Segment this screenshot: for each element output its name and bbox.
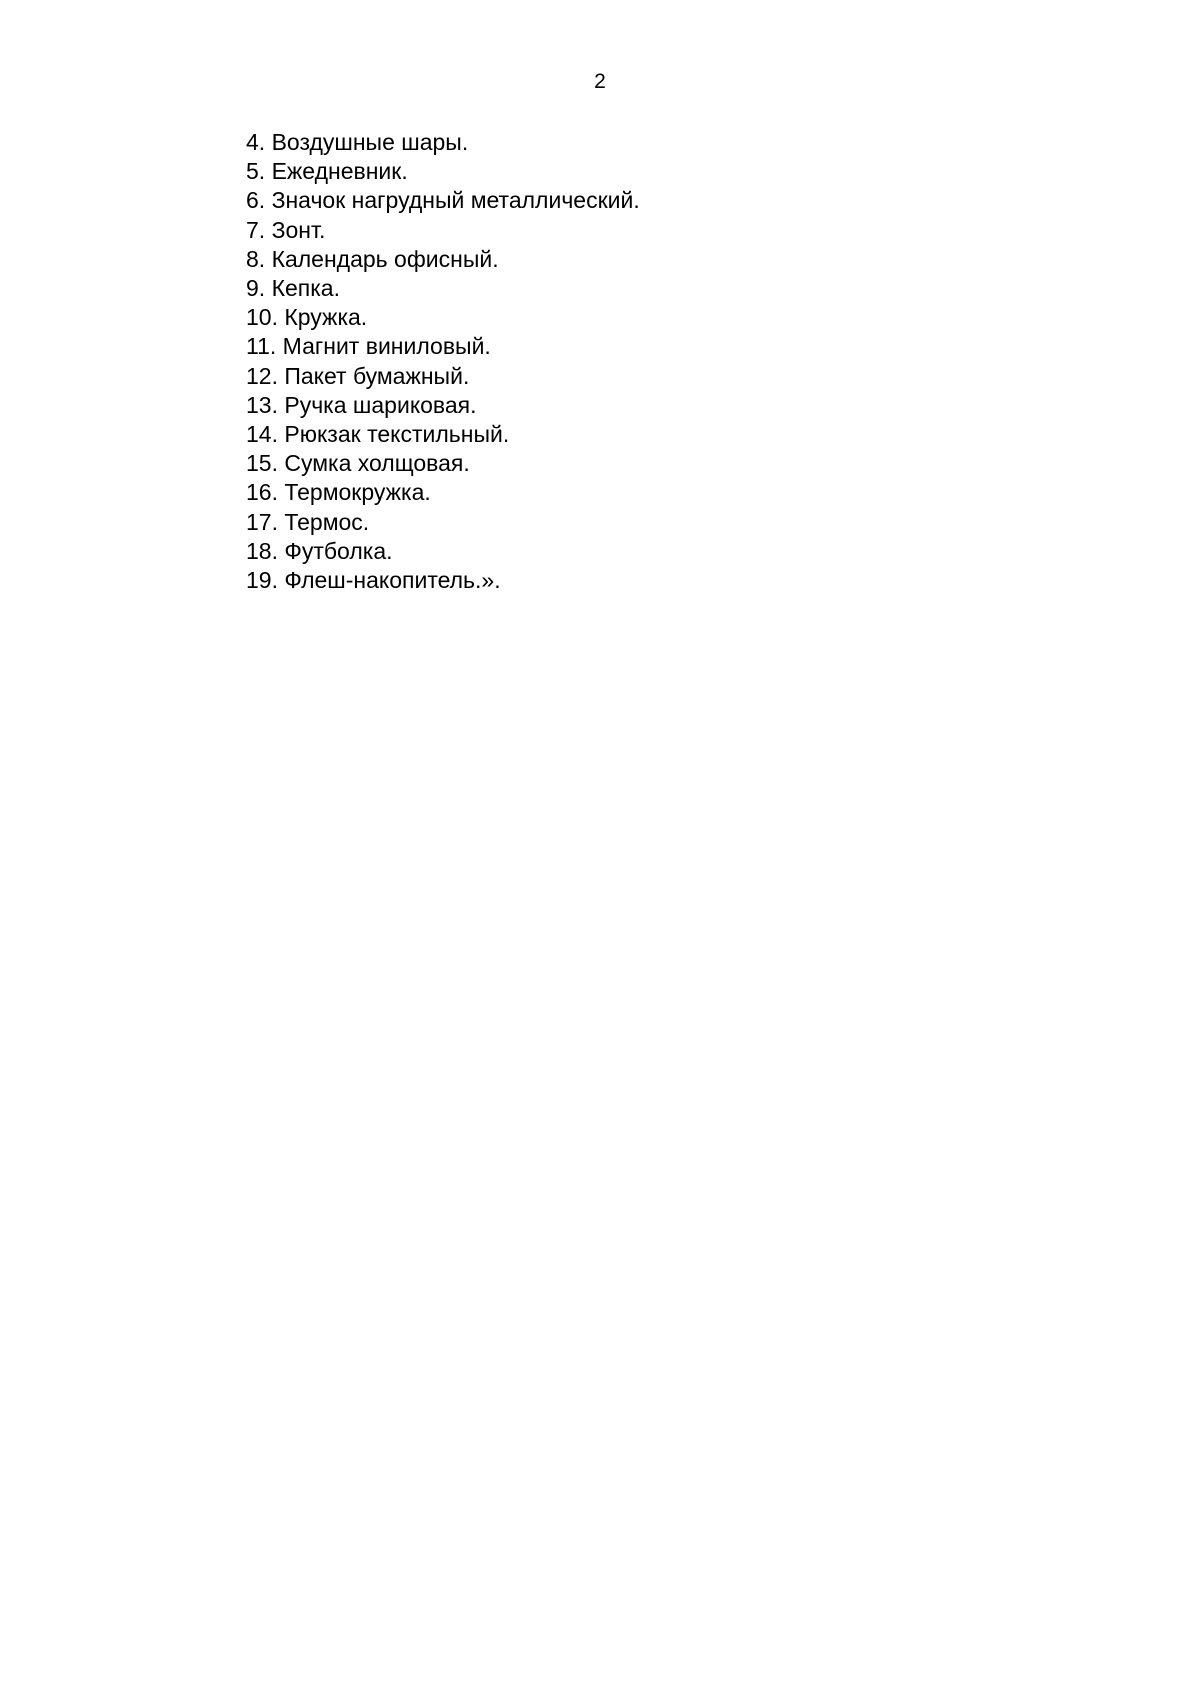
list-item: 15. Сумка холщовая. — [246, 450, 470, 477]
list-item: 13. Ручка шариковая. — [246, 391, 477, 418]
list-item: 6. Значок нагрудный металлический. — [246, 187, 640, 214]
list-item: 16. Термокружка. — [246, 479, 431, 506]
list-item: 17. Термос. — [246, 508, 370, 535]
list-item: 8. Календарь офисный. — [246, 245, 499, 272]
list-item: 5. Ежедневник. — [246, 158, 408, 185]
list-item: 7. Зонт. — [246, 216, 326, 243]
list-item: 12. Пакет бумажный. — [246, 362, 470, 389]
list-item: 4. Воздушные шары. — [246, 129, 469, 155]
page-number: 2 — [594, 70, 606, 93]
list-item: 10. Кружка. — [246, 304, 368, 331]
list-item: 18. Футболка. — [246, 537, 393, 564]
list-item: 11. Магнит виниловый. — [246, 333, 491, 360]
list-item: 14. Рюкзак текстильный. — [246, 421, 510, 448]
item-list — [246, 128, 640, 595]
list-item: 19. Флеш-накопитель.». — [246, 567, 501, 594]
list-item: 9. Кепка. — [246, 275, 340, 302]
